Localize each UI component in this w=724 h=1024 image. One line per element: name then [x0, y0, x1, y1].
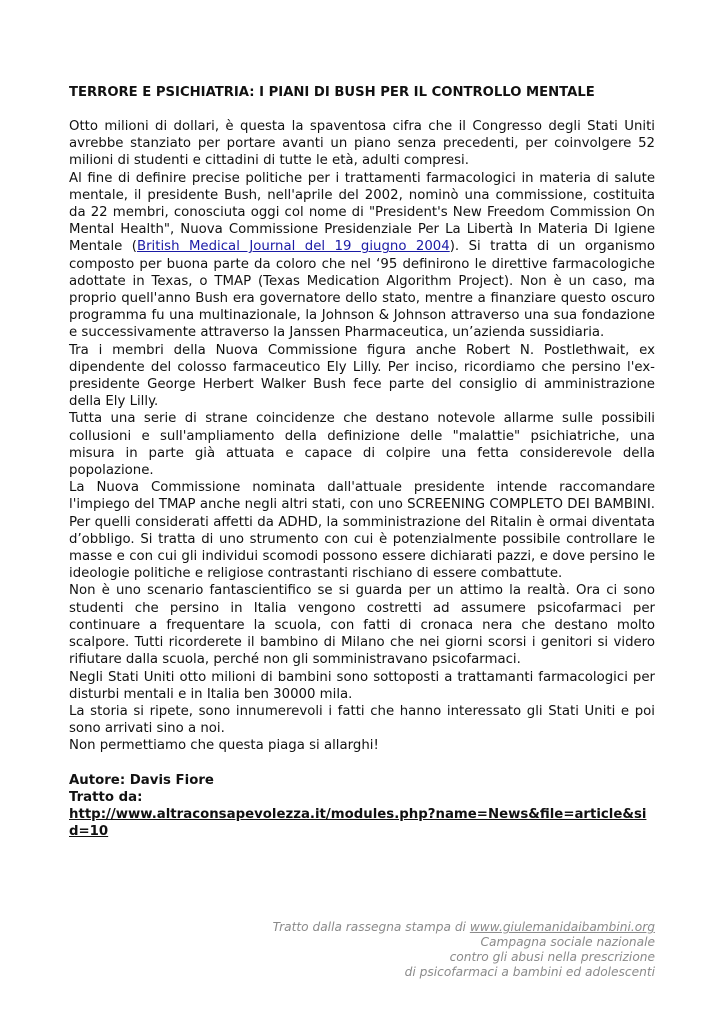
footer-line-3: contro gli abusi nella prescrizione — [449, 950, 655, 964]
bmj-reference-link[interactable]: British Medical Journal del 19 giugno 2004 — [136, 239, 450, 255]
article-body — [69, 118, 655, 755]
paragraph-4: Tutta una serie di strane coincidenze che destano notevole allarme sulle possibili collusioni e sull'ampliamento della definizione delle "malattie" psichiatriche, una misura in parte già attuata e capace di colpire una fetta considerevole della popolazione. — [69, 411, 655, 479]
footer-website-link[interactable]: www.giulemanidaibambini.org — [469, 920, 655, 934]
footer-line-1 — [195, 920, 655, 935]
page-footer — [195, 920, 655, 980]
article-credits — [69, 772, 655, 841]
paragraph-2 — [69, 170, 655, 342]
source-url-link[interactable]: http://www.altraconsapevolezza.it/modules.php?name=News&file=article&sid=10 — [69, 806, 647, 840]
paragraph-6: Non è uno scenario fantascientifico se si guarda per un attimo la realtà. Ora ci sono studenti che persino in Italia vengono costretti ad assumere psicofarmaci per continuare a frequentare la scuola, con fatti di cronaca nera che destano molto scalpore. Tutti ricorderete il bambino di Milano che nei giorni scorsi i genitori si videro rifiutare dalla scuola, perché non gli somministravano psicofarmaci. — [69, 583, 655, 668]
paragraph-2-text-start: Al fine di definire precise politiche per i trattamenti farmacologici in materia di salute mentale, il presidente Bush, nell'aprile del 2002, nominò una commissione, costituita da 22 membri, conosciuta oggi col nome di "President's New Freedom Commission On Mental Health", Nuova Commissione Presidenziale Per La Libertà In Materia Di Igiene Mentale ( — [69, 170, 655, 255]
paragraph-7: Negli Stati Uniti otto milioni di bambini sono sottoposti a trattamanti farmacologici per disturbi mentali e in Italia ben 30000 mila. — [69, 669, 655, 702]
paragraph-8: La storia si ripete, sono innumerevoli i fatti che hanno interessato gli Stati Uniti e poi sono arrivati sino a noi. — [69, 703, 655, 737]
footer-prefix: Tratto dalla rassegna stampa di — [272, 920, 470, 934]
paragraph-5: La Nuova Commissione nominata dall'attuale presidente intende raccomandare l'impiego del TMAP anche negli altri stati, con uno SCREENING COMPLETO DEI BAMBINI. Per quelli considerati affetti da ADHD, la somministrazione del Ritalin è ormai diventata d’obbligo. Si tratta di uno strumento con cui è potenzialmente possibile controllare le masse e con cui gli individui scomodi possono essere dichiarati pazzi, e dove persino le ideologie politiche e religiose contrastanti rischiano di essere combattute. — [69, 480, 655, 582]
document-title: TERRORE E PSICHIATRIA: I PIANI DI BUSH PER IL CONTROLLO MENTALE — [69, 85, 595, 100]
paragraph-2-text-end: ). Si tratta di un organismo composto per buona parte da coloro che nel ‘95 definirono le direttive farmacologiche adottate in Texas, o TMAP (Texas Medication Algorithm Project). Non è un caso, ma proprio quell'anno Bush era governatore dello stato, mentre a finanziare questo oscuro programma fu una multinazionale, la Johnson & Johnson attraverso una sua fondazione e successivamente attraverso la Janssen Pharmaceutica, un’azienda sussidiaria. — [69, 239, 655, 341]
source-label: Tratto da: — [69, 789, 143, 805]
paragraph-3: Tra i membri della Nuova Commissione figura anche Robert N. Postlethwait, ex dipendente del colosso farmaceutico Ely Lilly. Per inciso, ricordiamo che persino l'ex-presidente George Herbert Walker Bush fece parte del consiglio di amministrazione della Ely Lilly. — [69, 342, 655, 410]
paragraph-9: Non permettiamo che questa piaga si allarghi! — [69, 738, 379, 754]
footer-line-2: Campagna sociale nazionale — [480, 935, 655, 949]
document-page — [69, 84, 655, 840]
footer-line-4: di psicofarmaci a bambini ed adolescenti — [404, 965, 655, 979]
paragraph-1: Otto milioni di dollari, è questa la spaventosa cifra che il Congresso degli Stati Uniti avrebbe stanziato per portare avanti un piano senza precedenti, per coinvolgere 52 milioni di studenti e cittadini di tutte le età, adulti compresi. — [69, 119, 655, 169]
author-line: Autore: Davis Fiore — [69, 772, 214, 788]
